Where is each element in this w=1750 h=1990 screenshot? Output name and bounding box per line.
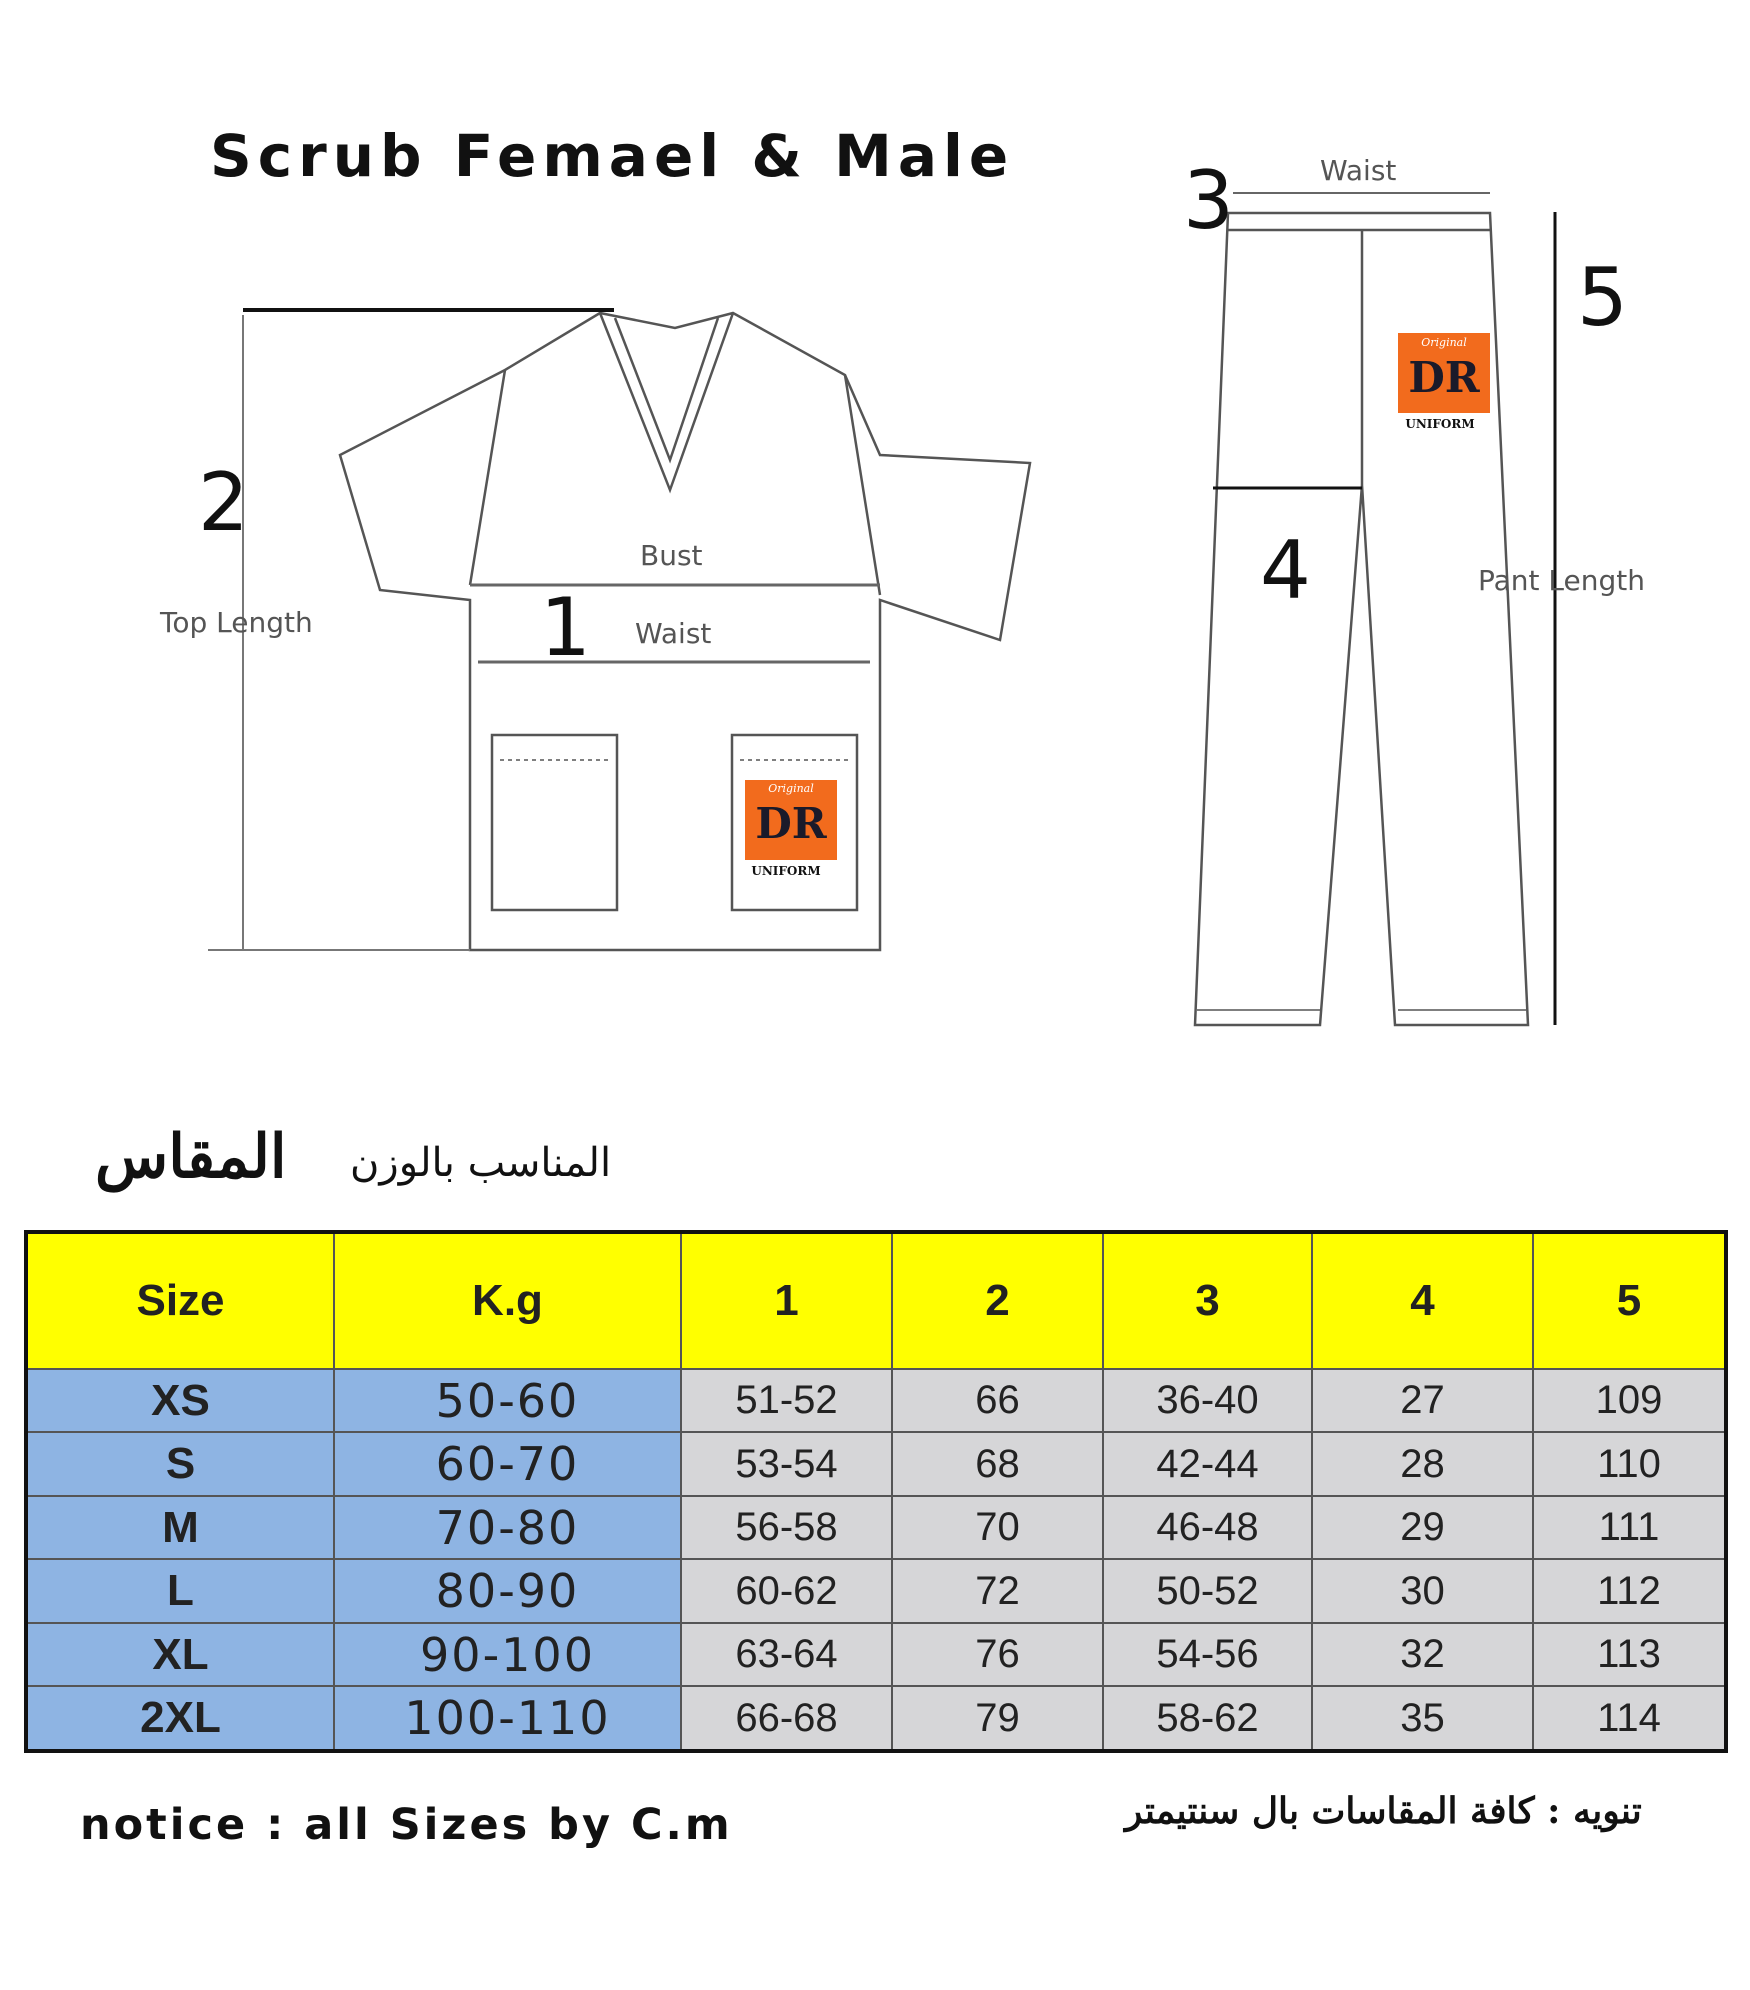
measurement-cell: 113 bbox=[1533, 1623, 1726, 1686]
measurement-cell: 68 bbox=[892, 1432, 1103, 1495]
table-row bbox=[26, 1686, 1726, 1751]
measurement-cell: 60-62 bbox=[681, 1559, 892, 1622]
measurement-cell: 63-64 bbox=[681, 1623, 892, 1686]
marker-3: 3 bbox=[1183, 154, 1234, 247]
svg-text:UNIFORM: UNIFORM bbox=[751, 864, 821, 878]
header-4: 4 bbox=[1312, 1232, 1533, 1369]
measurement-cell: 112 bbox=[1533, 1559, 1726, 1622]
measurement-cell: 66 bbox=[892, 1369, 1103, 1432]
measurement-cell: 109 bbox=[1533, 1369, 1726, 1432]
measurement-cell: 36-40 bbox=[1103, 1369, 1312, 1432]
dr-uniform-logo-pants bbox=[1398, 333, 1490, 431]
header-kg: K.g bbox=[334, 1232, 681, 1369]
measurement-cell: 56-58 bbox=[681, 1496, 892, 1559]
measurement-cell: 27 bbox=[1312, 1369, 1533, 1432]
weight-cell: 70-80 bbox=[334, 1496, 681, 1559]
marker-4: 4 bbox=[1260, 524, 1311, 617]
measurement-cell: 46-48 bbox=[1103, 1496, 1312, 1559]
size-cell: M bbox=[26, 1496, 334, 1559]
size-cell: XS bbox=[26, 1369, 334, 1432]
measurement-cell: 111 bbox=[1533, 1496, 1726, 1559]
size-cell: S bbox=[26, 1432, 334, 1495]
page-title: Scrub Femael & Male bbox=[210, 122, 1015, 190]
measurement-cell: 42-44 bbox=[1103, 1432, 1312, 1495]
header-1: 1 bbox=[681, 1232, 892, 1369]
measurement-cell: 110 bbox=[1533, 1432, 1726, 1495]
weight-cell: 90-100 bbox=[334, 1623, 681, 1686]
marker-2: 2 bbox=[198, 456, 249, 549]
table-row bbox=[26, 1432, 1726, 1495]
measurement-cell: 30 bbox=[1312, 1559, 1533, 1622]
weight-cell: 80-90 bbox=[334, 1559, 681, 1622]
measurement-cell: 54-56 bbox=[1103, 1623, 1312, 1686]
measurement-cell: 58-62 bbox=[1103, 1686, 1312, 1751]
table-header-row bbox=[26, 1232, 1726, 1369]
header-5: 5 bbox=[1533, 1232, 1726, 1369]
measurement-cell: 51-52 bbox=[681, 1369, 892, 1432]
measurement-cell: 66-68 bbox=[681, 1686, 892, 1751]
arabic-notice: تنويه : كافة المقاسات بال سنتيمتر bbox=[1125, 1790, 1642, 1832]
svg-text:DR: DR bbox=[1408, 353, 1480, 402]
arabic-size-heading: المقاس bbox=[95, 1122, 287, 1192]
dr-uniform-logo bbox=[745, 780, 837, 878]
measurement-cell: 76 bbox=[892, 1623, 1103, 1686]
weight-cell: 50-60 bbox=[334, 1369, 681, 1432]
header-2: 2 bbox=[892, 1232, 1103, 1369]
header-3: 3 bbox=[1103, 1232, 1312, 1369]
size-cell: XL bbox=[26, 1623, 334, 1686]
table-row bbox=[26, 1623, 1726, 1686]
svg-text:DR: DR bbox=[755, 799, 827, 848]
bust-label: Bust bbox=[640, 539, 703, 572]
measurement-cell: 114 bbox=[1533, 1686, 1726, 1751]
pant-length-label: Pant Length bbox=[1478, 564, 1645, 597]
measurement-cell: 70 bbox=[892, 1496, 1103, 1559]
table-body bbox=[26, 1369, 1726, 1751]
waist-label-top: Waist bbox=[635, 617, 712, 650]
measurement-cell: 53-54 bbox=[681, 1432, 892, 1495]
measurement-cell: 72 bbox=[892, 1559, 1103, 1622]
size-cell: 2XL bbox=[26, 1686, 334, 1751]
measurement-cell: 79 bbox=[892, 1686, 1103, 1751]
measurement-cell: 35 bbox=[1312, 1686, 1533, 1751]
weight-cell: 100-110 bbox=[334, 1686, 681, 1751]
arabic-weight-heading: المناسب بالوزن bbox=[350, 1140, 612, 1186]
table-row bbox=[26, 1559, 1726, 1622]
marker-1: 1 bbox=[540, 581, 591, 674]
measurement-cell: 50-52 bbox=[1103, 1559, 1312, 1622]
size-cell: L bbox=[26, 1559, 334, 1622]
weight-cell: 60-70 bbox=[334, 1432, 681, 1495]
top-length-label: Top Length bbox=[160, 606, 313, 639]
marker-5: 5 bbox=[1577, 251, 1628, 344]
table-row bbox=[26, 1369, 1726, 1432]
measurement-cell: 32 bbox=[1312, 1623, 1533, 1686]
notice-text: notice : all Sizes by C.m bbox=[80, 1800, 733, 1850]
pants-waist-label: Waist bbox=[1320, 154, 1397, 187]
svg-text:Original: Original bbox=[768, 782, 814, 795]
measurement-cell: 29 bbox=[1312, 1496, 1533, 1559]
header-size: Size bbox=[26, 1232, 334, 1369]
svg-text:UNIFORM: UNIFORM bbox=[1405, 417, 1475, 431]
size-chart-table bbox=[24, 1230, 1728, 1753]
svg-text:Original: Original bbox=[1421, 336, 1467, 349]
table-row bbox=[26, 1496, 1726, 1559]
measurement-cell: 28 bbox=[1312, 1432, 1533, 1495]
